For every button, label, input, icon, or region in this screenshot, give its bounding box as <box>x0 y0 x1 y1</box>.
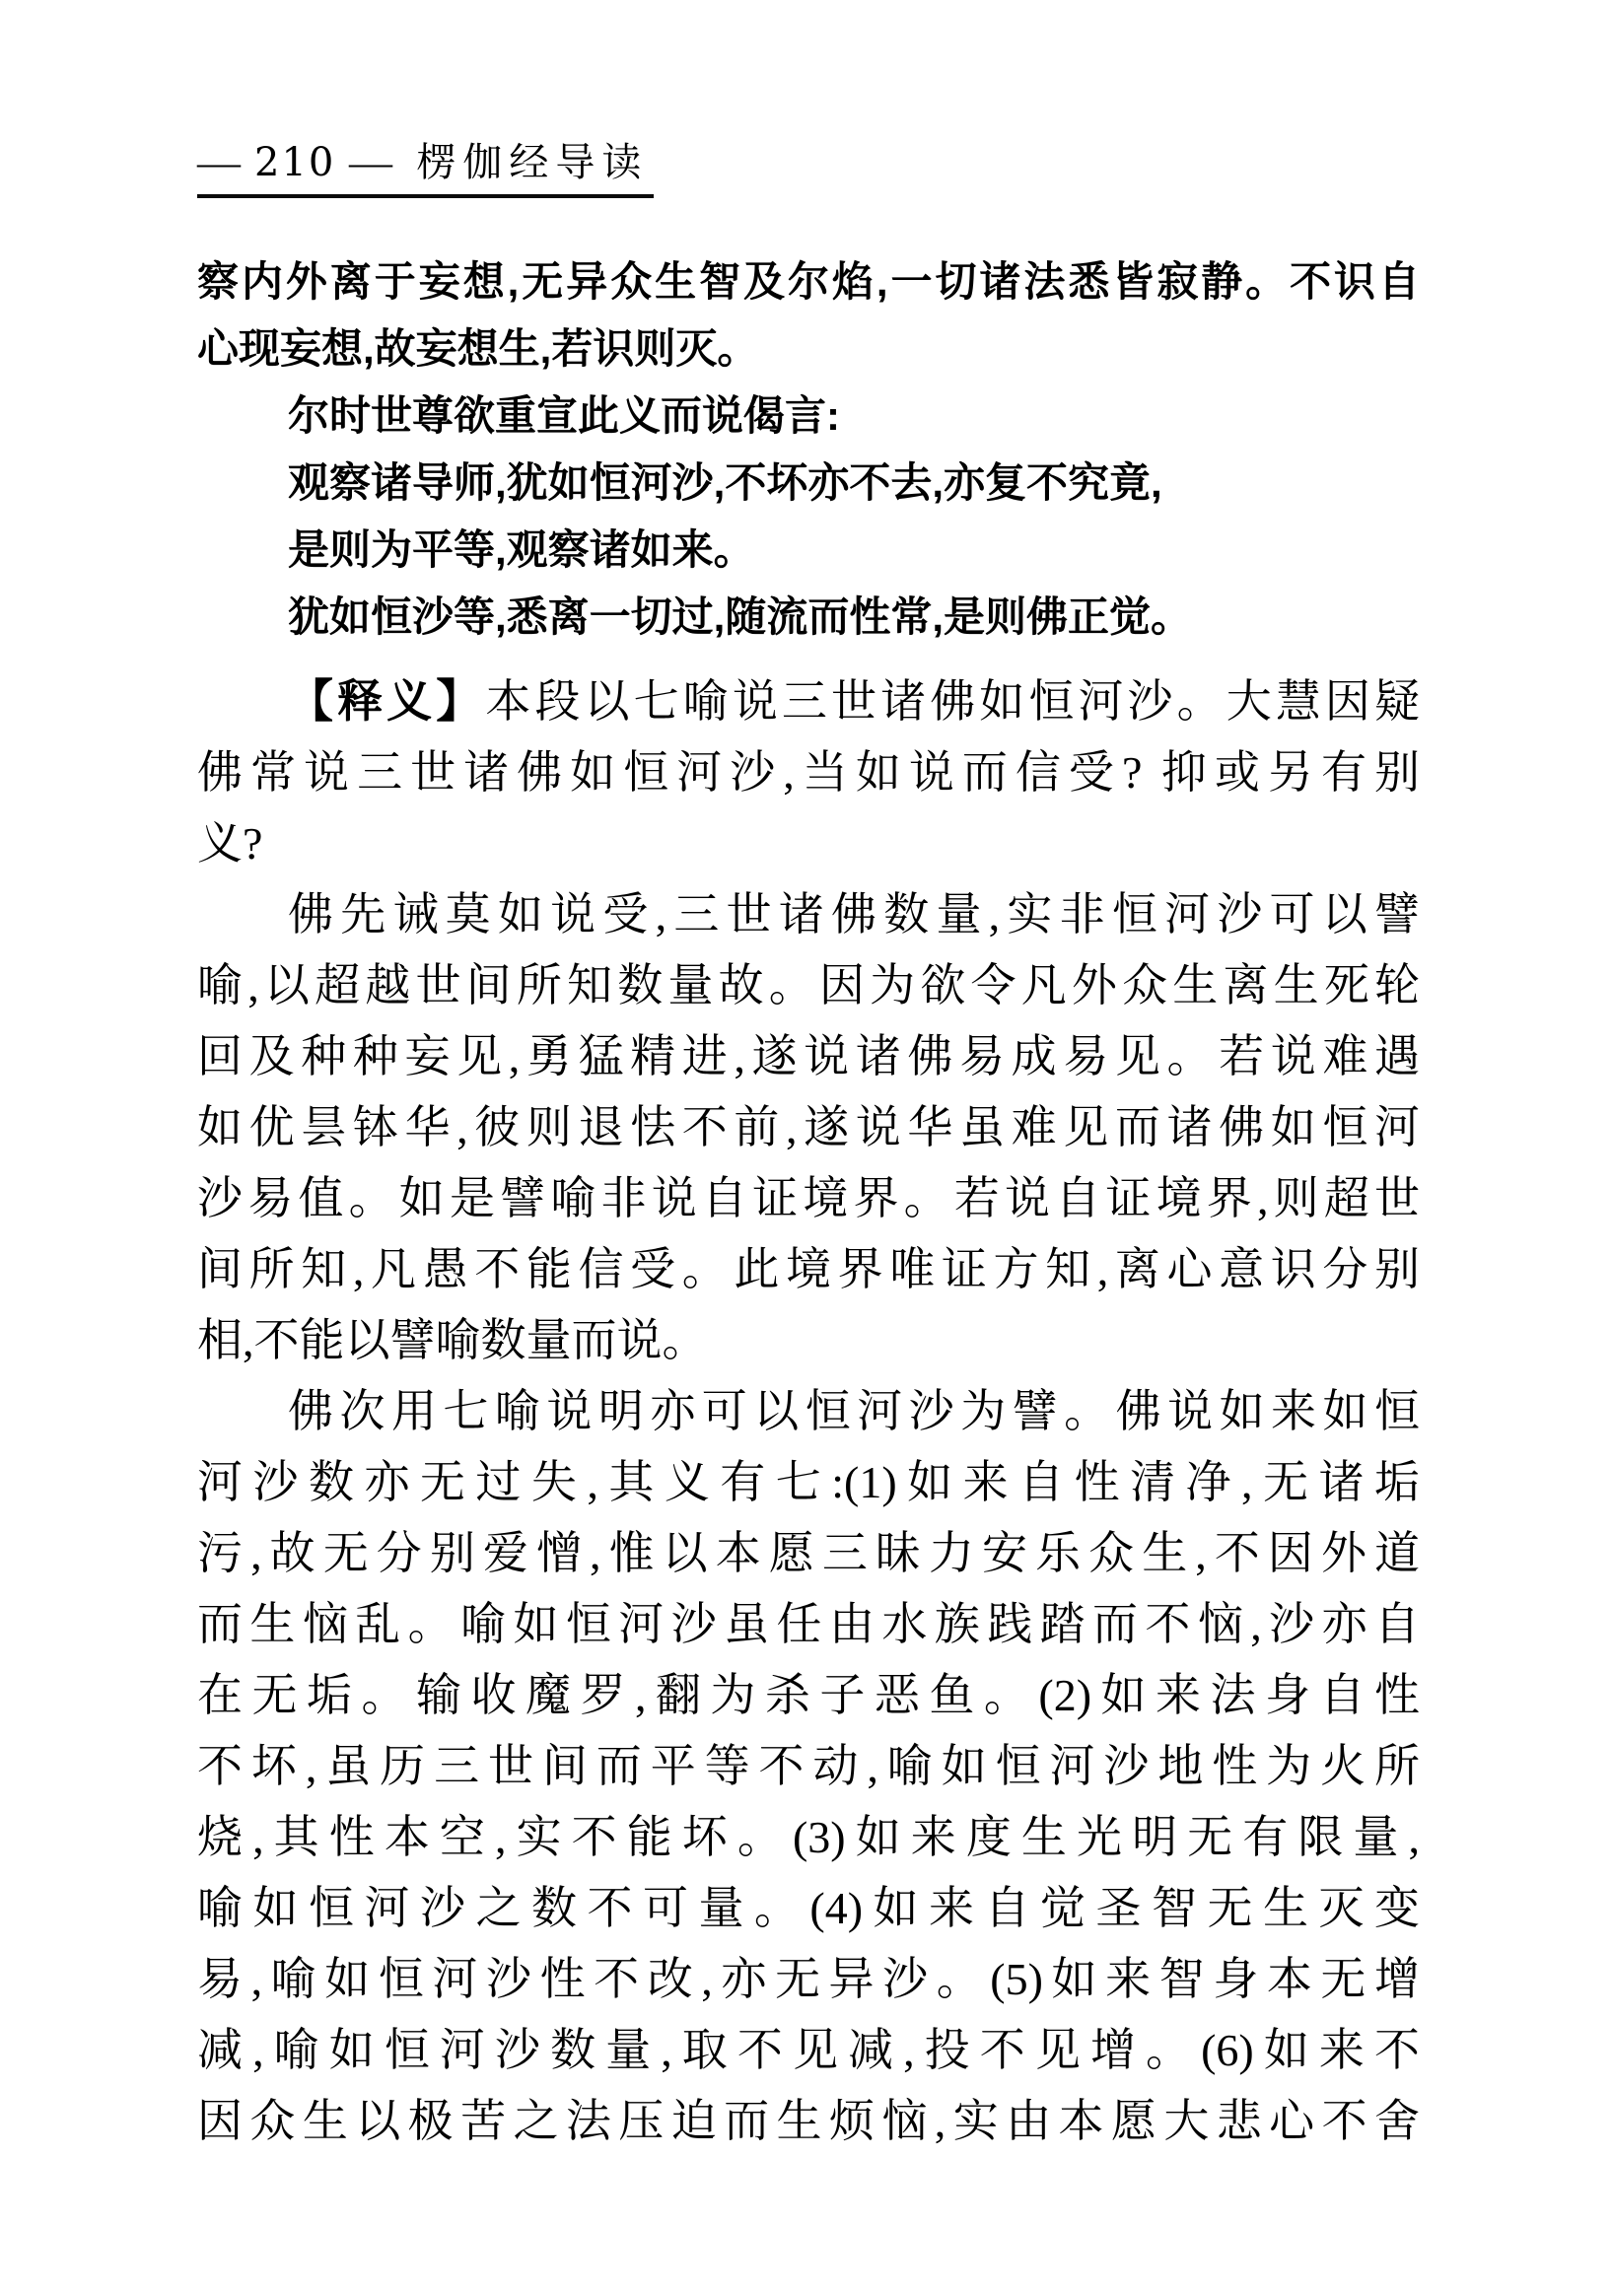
text-line: 相,不能以譬喻数量而说。 <box>197 1315 708 1365</box>
text-line: 而生恼乱。喻如恒河沙虽任由水族践踏而不恼,沙亦自 <box>197 1599 1420 1649</box>
text-line: 间所知,凡愚不能信受。此境界唯证方知,离心意识分别 <box>197 1244 1420 1294</box>
text-line: 如优昙钵华,彼则退怯不前,遂说华虽难见而诸佛如恒河 <box>197 1102 1420 1152</box>
text-line: 犹如恒沙等,悉离一切过,随流而性常,是则佛正觉。 <box>288 593 1193 640</box>
text-line: 佛次用七喻说明亦可以恒河沙为譬。佛说如来如恒 <box>288 1386 1420 1436</box>
book-title: 楞伽经导读 <box>416 140 649 184</box>
text-line: 察内外离于妄想,无异众生智及尔焰,一切诸法悉皆寂静。不识自 <box>197 258 1420 305</box>
text-line: 河沙数亦无过失,其义有七:(1)如来自性清净,无诸垢 <box>197 1457 1420 1507</box>
running-header <box>197 141 654 198</box>
section-label: 【释义】 <box>288 676 486 727</box>
text-line: 【释义】本段以七喻说三世诸佛如恒河沙。大慧因疑 <box>288 676 1421 727</box>
text-line: 喻,以超越世间所知数量故。因为欲令凡外众生离生死轮 <box>197 960 1420 1010</box>
text-line: 减,喻如恒河沙数量,取不见减,投不见增。(6)如来不 <box>197 2025 1420 2075</box>
text-line: 心现妄想,故妄想生,若识则灭。 <box>197 325 759 372</box>
text-line: 观察诸导师,犹如恒河沙,不坏亦不去,亦复不究竟, <box>288 459 1162 506</box>
text-line: 尔时世尊欲重宣此义而说偈言: <box>288 392 840 439</box>
text-line: 喻如恒河沙之数不可量。(4)如来自觉圣智无生灭变 <box>197 1883 1420 1933</box>
header-right-dash: — <box>349 140 393 184</box>
text-line: 易,喻如恒河沙性不改,亦无异沙。(5)如来智身本无增 <box>197 1954 1420 2004</box>
text-line: 佛常说三世诸佛如恒河沙,当如说而信受? 抑或另有别 <box>197 747 1420 798</box>
text-line: 烧,其性本空,实不能坏。(3)如来度生光明无有限量, <box>197 1812 1420 1862</box>
text-line: 因众生以极苦之法压迫而生烦恼,实由本愿大悲心不舍 <box>197 2096 1420 2146</box>
text-line: 沙易值。如是譬喻非说自证境界。若说自证境界,则超世 <box>197 1173 1420 1223</box>
text-line: 回及种种妄见,勇猛精进,遂说诸佛易成易见。若说难遇 <box>197 1031 1420 1081</box>
text-line: 污,故无分别爱憎,惟以本愿三昧力安乐众生,不因外道 <box>197 1528 1420 1578</box>
text-body <box>197 248 1420 2157</box>
header-left-dash: — <box>197 140 241 184</box>
text-line: 佛先诫莫如说受,三世诸佛数量,实非恒河沙可以譬 <box>288 889 1420 939</box>
text-line: 在无垢。输收魔罗,翻为杀子恶鱼。(2)如来法身自性 <box>197 1670 1420 1720</box>
text-line: 义? <box>197 818 263 869</box>
text-line: 不坏,虽历三世间而平等不动,喻如恒河沙地性为火所 <box>197 1741 1420 1791</box>
text-line: 是则为平等,观察诸如来。 <box>288 526 755 573</box>
page-number: 210 <box>254 140 336 185</box>
